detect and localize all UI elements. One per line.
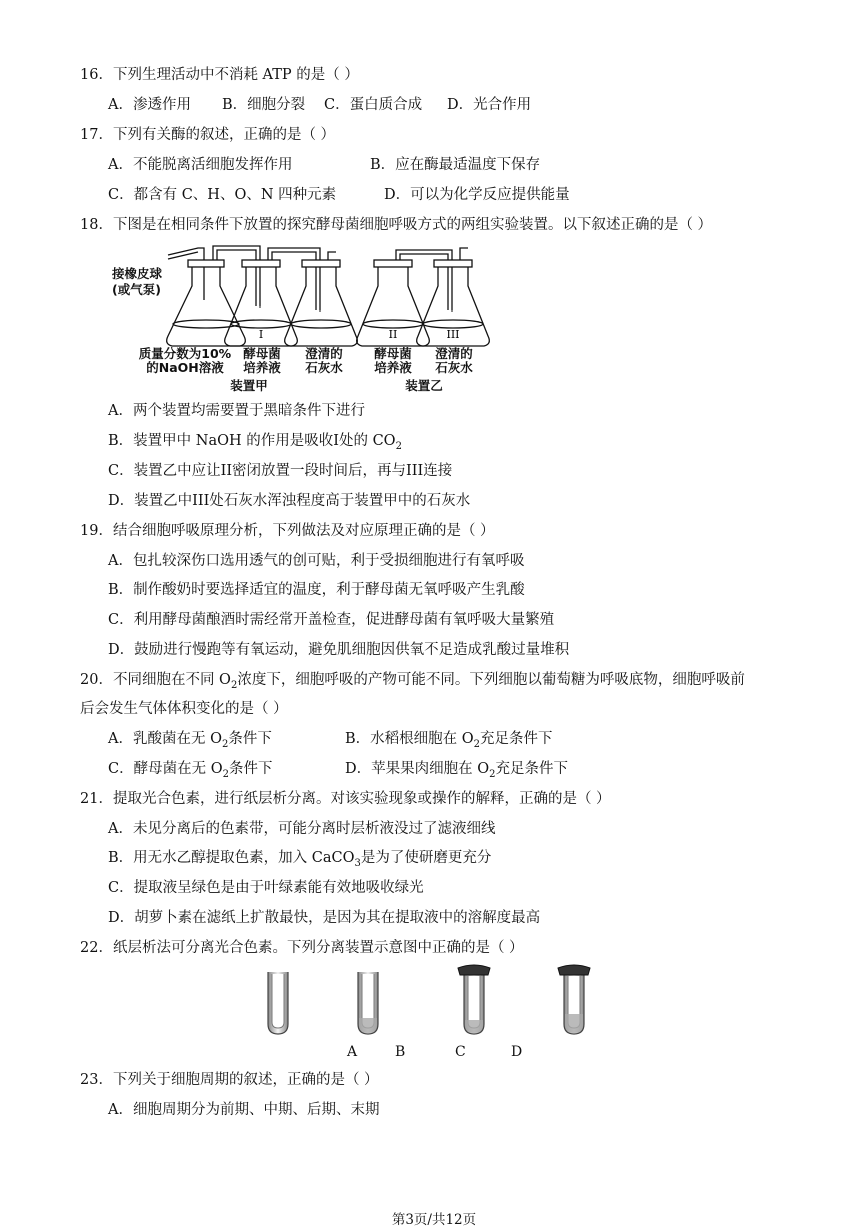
figure-yeast-label-b-1: 酵母菌 <box>374 346 412 361</box>
figure-pump-label-2: (或气泵) <box>112 282 161 297</box>
figure-yeast-label-1: 酵母菌 <box>243 346 281 361</box>
tube-b <box>358 972 378 1034</box>
question-19-option-d: D．鼓励进行慢跑等有氧运动，避免肌细胞因供氧不足造成乳酸过量堆积 <box>108 642 570 658</box>
question-18-option-a: A．两个装置均需要置于黑暗条件下进行 <box>108 403 365 419</box>
figure-naoh-label-1: 质量分数为10% <box>138 346 232 361</box>
figure-set-b-label: 装置乙 <box>405 378 443 393</box>
question-21-option-a: A．未见分离后的色素带，可能分离时层析液没过了滤液细线 <box>108 821 496 837</box>
question-18-option-d: D．装置乙中III处石灰水浑浊程度高于装置甲中的石灰水 <box>108 493 471 509</box>
question-22-stem: 22．纸层析法可分离光合色素。下列分离装置示意图中正确的是（ ） <box>80 940 524 956</box>
question-21-stem: 21．提取光合色素，进行纸层析分离。对该实验现象或操作的解释，正确的是（ ） <box>80 791 611 807</box>
question-18-option-c: C．装置乙中应让II密闭放置一段时间后，再与III连接 <box>108 463 453 479</box>
question-21-option-d: D．胡萝卜素在滤纸上扩散最快，是因为其在提取液中的溶解度最高 <box>108 910 541 926</box>
question-23-option-a: A．细胞周期分为前期、中期、后期、末期 <box>108 1102 380 1118</box>
tube-label-d: D <box>511 1044 523 1060</box>
question-17-option-a: A．不能脱离活细胞发挥作用 <box>108 157 293 173</box>
flask-mark-iii: III <box>446 328 460 341</box>
question-19-option-a: A．包扎较深伤口选用透气的创可贴，利于受损细胞进行有氧呼吸 <box>108 553 525 569</box>
figure-lime-label-1: 澄清的 <box>305 346 343 361</box>
question-19-option-b: B．制作酸奶时要选择适宜的温度，利于酵母菌无氧呼吸产生乳酸 <box>108 582 525 598</box>
question-18-option-b: B．装置甲中 NaOH 的作用是吸收I处的 $CO_2$ <box>108 433 402 452</box>
question-21-option-b: B．用无水乙醇提取色素，加入 CaCO$_3$是为了使研磨更充分 <box>108 850 492 869</box>
question-16-option-d: D．光合作用 <box>447 97 532 113</box>
figure-lime-label-2: 石灰水 <box>305 360 343 375</box>
chromatography-tubes-figure <box>258 964 598 1040</box>
question-20-option-c: C．酵母菌在无 $O_2$条件下 <box>108 761 273 780</box>
question-17-stem: 17．下列有关酶的叙述，正确的是（ ） <box>80 127 336 143</box>
question-20-stem-line-2: 后会发生气体体积变化的是（ ） <box>80 701 288 717</box>
question-17-option-c: C．都含有 C、H、O、N 四种元素 <box>108 187 337 203</box>
question-16-stem: 16．下列生理活动中不消耗 ATP 的是（ ） <box>80 67 359 83</box>
question-20-stem-line-1: 20．不同细胞在不同 $O_2$浓度下，细胞呼吸的产物可能不同。下列细胞以葡萄糖为呼吸底物，细胞呼吸前 <box>80 672 745 691</box>
figure-naoh-label-2: 的NaOH溶液 <box>146 360 224 375</box>
question-16-option-c: C．蛋白质合成 <box>324 97 423 113</box>
figure-lime-label-b-2: 石灰水 <box>435 360 473 375</box>
question-20-option-a: A．乳酸菌在无 $O_2$条件下 <box>108 731 272 750</box>
figure-lime-label-b-1: 澄清的 <box>435 346 473 361</box>
question-23-stem: 23．下列关于细胞周期的叙述，正确的是（ ） <box>80 1072 379 1088</box>
tube-label-a: A <box>347 1044 358 1060</box>
question-16-option-a: A．渗透作用 <box>108 97 191 113</box>
question-20-option-d: D．苹果果肉细胞在 $O_2$充足条件下 <box>345 761 568 780</box>
tube-label-b: B <box>395 1044 406 1060</box>
tube-label-c: C <box>455 1044 466 1060</box>
figure-pump-label-1: 接橡皮球 <box>112 266 163 281</box>
question-19-option-c: C．利用酵母菌酿酒时需经常开盖检查，促进酵母菌有氧呼吸大量繁殖 <box>108 612 555 628</box>
question-20-option-b: B．水稻根细胞在 $O_2$充足条件下 <box>345 731 553 750</box>
question-16-option-b: B．细胞分裂 <box>222 97 306 113</box>
question-21-option-c: C．提取液呈绿色是由于叶绿素能有效地吸收绿光 <box>108 880 424 896</box>
figure-set-a-label: 装置甲 <box>230 378 268 393</box>
question-17-option-d: D．可以为化学反应提供能量 <box>384 187 570 203</box>
tube-d <box>558 965 590 1034</box>
question-17-option-b: B．应在酶最适温度下保存 <box>370 157 541 173</box>
figure-yeast-label-2: 培养液 <box>243 360 281 375</box>
question-18-stem: 18．下图是在相同条件下放置的探究酵母菌细胞呼吸方式的两组实验装置。以下叙述正确的是（ ） <box>80 217 713 233</box>
tube-c <box>458 965 490 1034</box>
figure-yeast-label-b-2: 培养液 <box>374 360 412 375</box>
page-footer: 第3页/共12页 <box>391 1212 477 1228</box>
tube-a <box>268 972 288 1034</box>
flask-mark-i: I <box>258 328 264 341</box>
flask-mark-ii: II <box>388 328 398 341</box>
question-19-stem: 19．结合细胞呼吸原理分析，下列做法及对应原理正确的是（ ） <box>80 523 495 539</box>
